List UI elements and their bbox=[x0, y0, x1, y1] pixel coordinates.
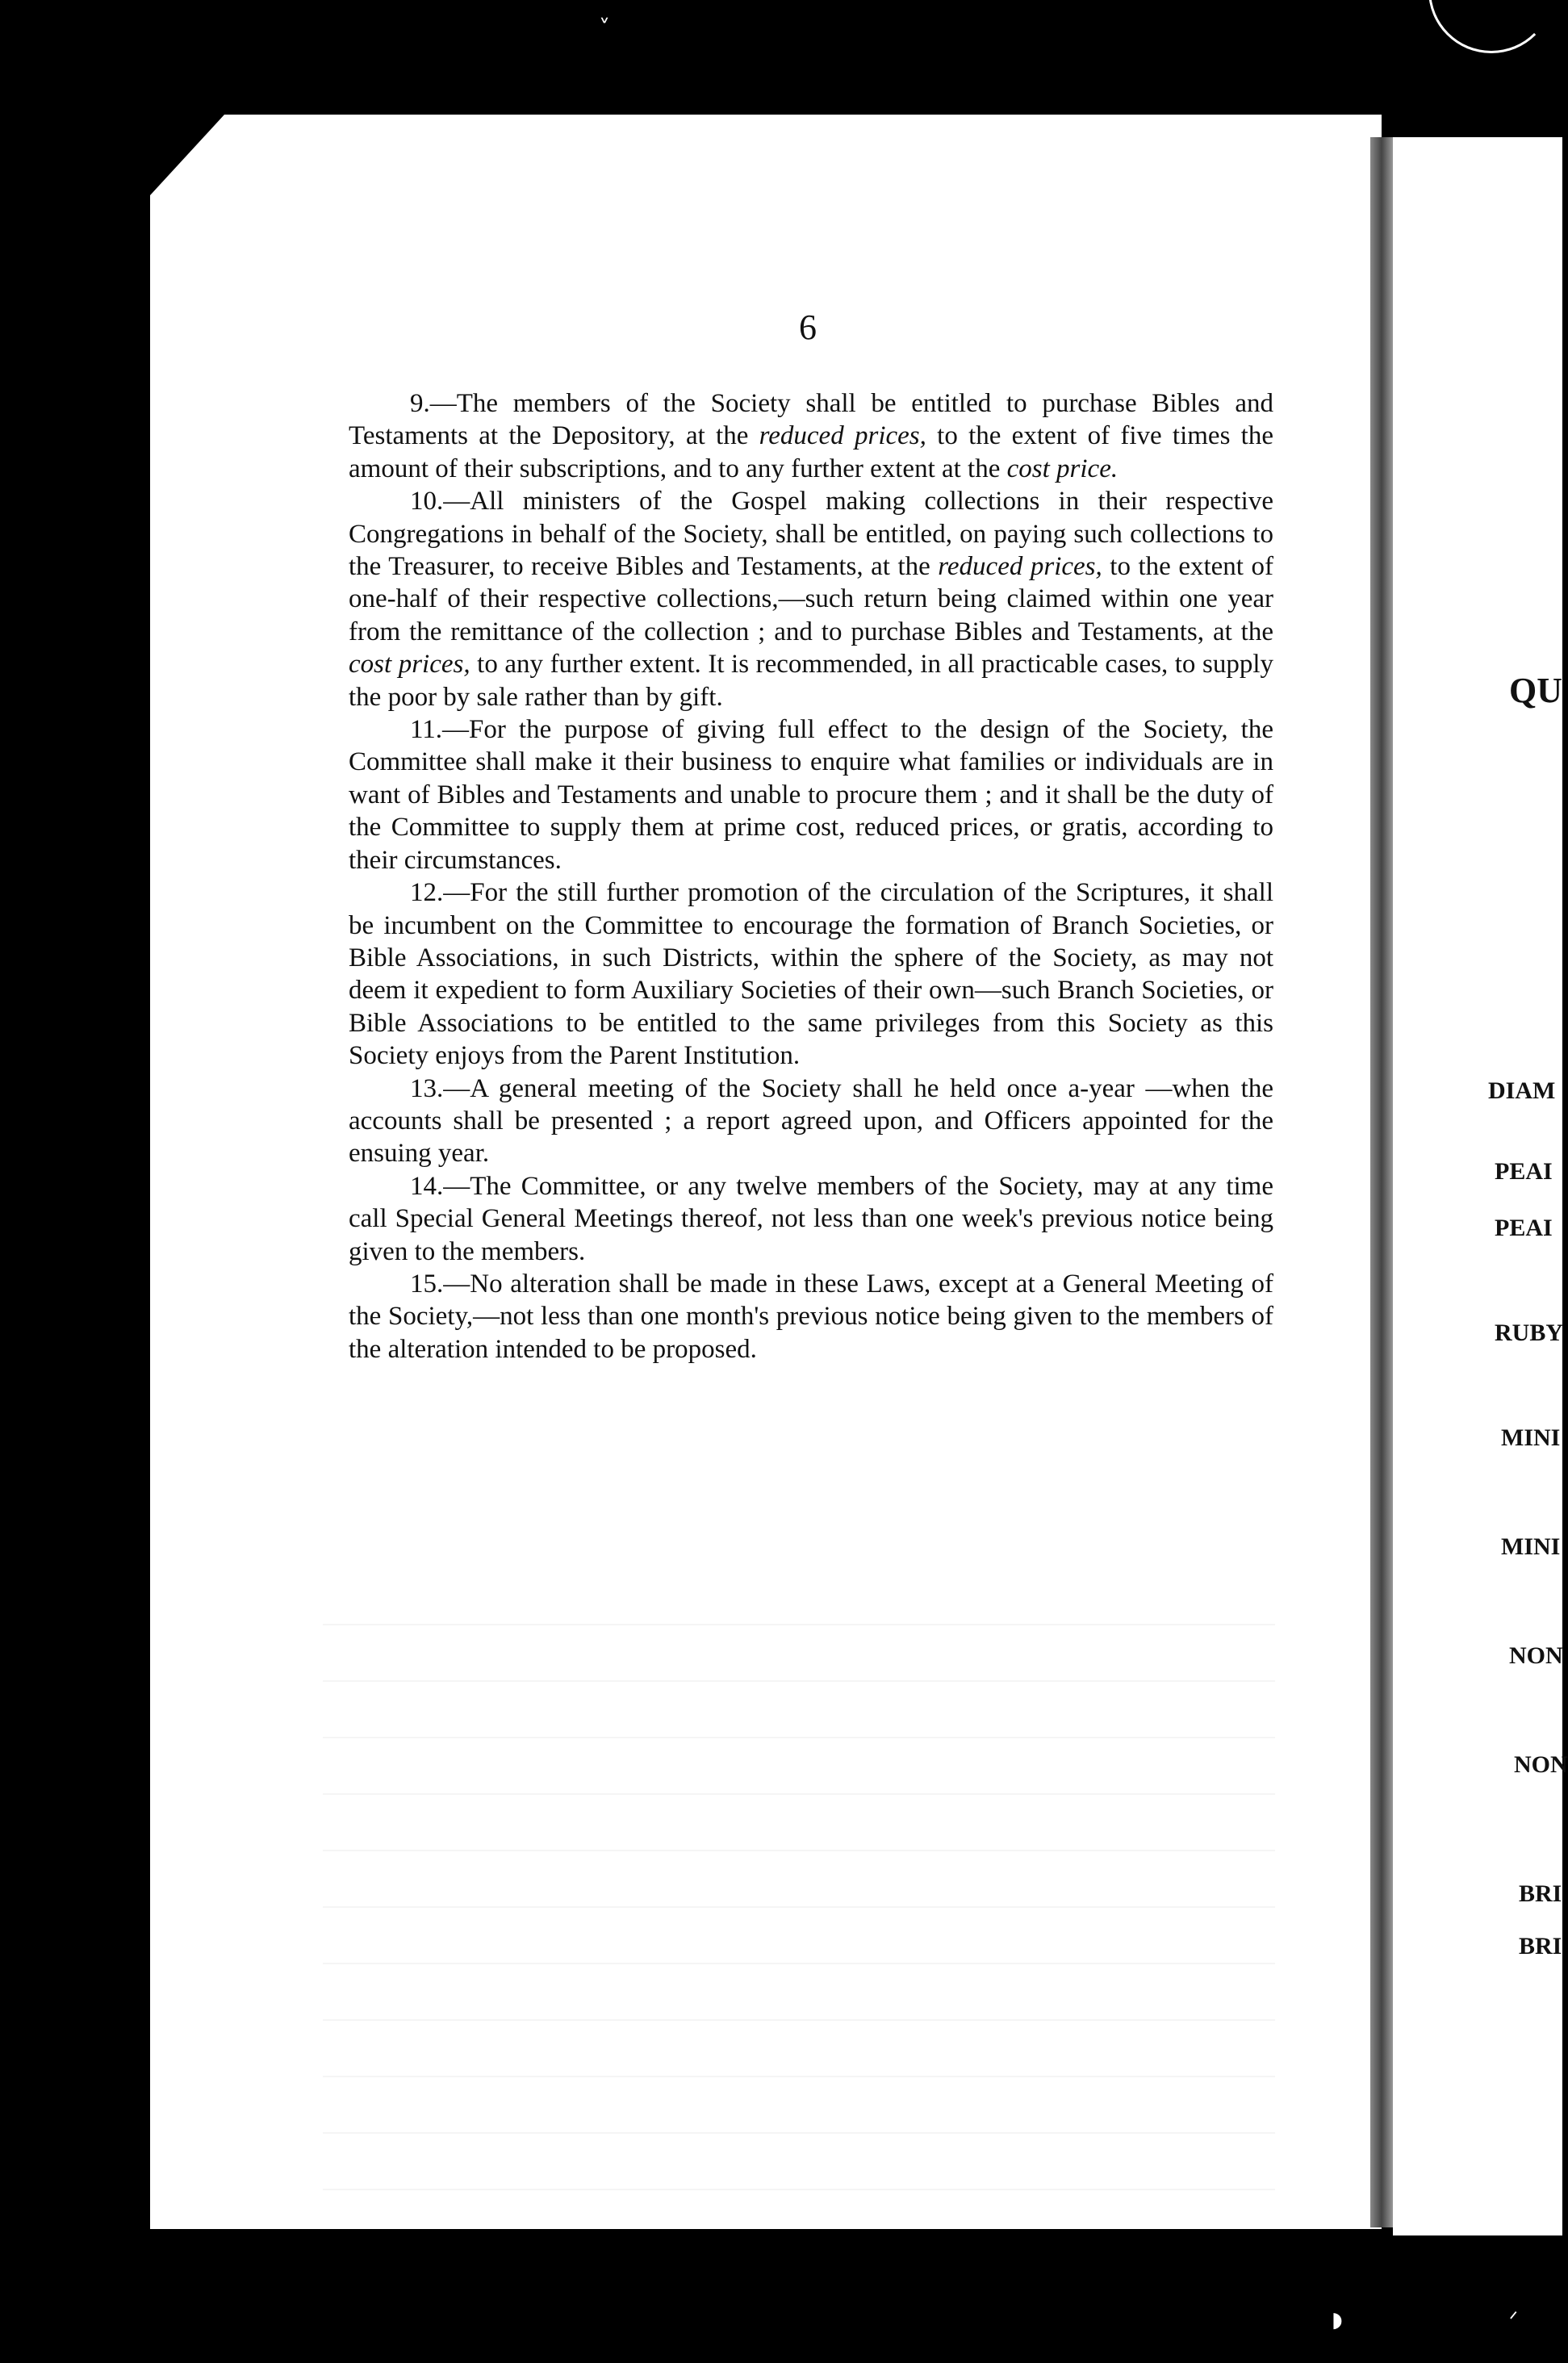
text-run: 9.—The members of the Society shall be entitled to purchase Bibles and Testaments at the Depository, at the bbox=[349, 389, 1273, 451]
opposite-page-fragment: PEAI bbox=[1495, 1158, 1553, 1185]
opposite-page-fragment: PEAI bbox=[1495, 1215, 1553, 1241]
italic-run: cost prices, bbox=[349, 650, 470, 680]
scan-speck: ˅ bbox=[599, 15, 610, 41]
opposite-page-fragment: BRI bbox=[1519, 1933, 1562, 1959]
page-number: 6 bbox=[799, 307, 817, 347]
book-gutter bbox=[1370, 137, 1393, 2227]
opposite-page-fragment: MINI bbox=[1501, 1533, 1561, 1560]
italic-run: reduced prices, bbox=[759, 421, 926, 451]
text-run: 13.—A general meeting of the Society shall he held once a-year —when the accounts shall be presented ; a report agreed upon, and Officers appointed for the ensuing year. bbox=[349, 1073, 1273, 1169]
opposite-page-fragment: DIAM bbox=[1488, 1077, 1556, 1104]
text-run: to the extent of five times the amount of their subscriptions, and to any further extent at the bbox=[349, 421, 1274, 483]
text-run: 11.—For the purpose of giving full effect to the design of the Society, the Committee shall make it their business to enquire what families or individuals are in want of Bibles and Testaments and unable to procure them ; and it shall be the duty of the Committee to supply them at prime cost, reduced prices, or gratis, according to their circumstances. bbox=[349, 715, 1273, 875]
opposite-page-fragment: QU bbox=[1509, 671, 1562, 710]
rule-paragraph bbox=[349, 876, 1273, 1072]
scan-speck: ◗ bbox=[1332, 2308, 1343, 2332]
scan-artifact-arc bbox=[1428, 0, 1554, 53]
opposite-page-fragment: BRI bbox=[1519, 1880, 1562, 1907]
opposite-page bbox=[1393, 137, 1568, 2235]
text-run: 12.—For the still further promotion of the circulation of the Scriptures, it shall be incumbent on the Committee to encourage the formation of Branch Societies, or Bible Associations, in such Districts, within the sphere of the Society, as may not deem it expedient to form Auxiliary Societies of their own—such Branch Societies, or Bible Associations to be entitled to the same privileges from this Society as this Society enjoys from the Parent Institution. bbox=[349, 878, 1273, 1071]
scan-speck: ᐟ bbox=[1509, 2308, 1519, 2332]
text-run: 14.—The Committee, or any twelve members of the Society, may at any time call Special General Meetings thereof, not less than one week's previous notice being given to the members. bbox=[349, 1171, 1273, 1266]
opposite-page-fragment: RUBY bbox=[1495, 1320, 1564, 1346]
rule-paragraph bbox=[349, 1170, 1273, 1268]
text-run: 15.—No alteration shall be made in these Laws, except at a General Meeting of the Society,—not less than one month's previous notice being given to the members of the alteration intended to be proposed. bbox=[349, 1269, 1273, 1364]
italic-run: reduced prices, bbox=[938, 552, 1102, 582]
italic-run: cost price. bbox=[1006, 454, 1119, 483]
rule-paragraph bbox=[349, 1268, 1273, 1366]
rule-paragraph bbox=[349, 1073, 1273, 1170]
text-run: to the extent of one-half of their respective collections,—such return being claimed within one year from the remittance of the collection ; and to purchase Bibles and Testaments, at the bbox=[349, 552, 1273, 646]
opposite-page-fragment: NON bbox=[1509, 1642, 1563, 1669]
rules-text-block bbox=[349, 387, 1273, 1366]
rule-paragraph bbox=[349, 387, 1273, 485]
text-run: 10.—All ministers of the Gospel making collections in their respective Congregations in behalf of the Society, shall be entitled, on paying such collections to the Treasurer, to receive Bibles and Testaments, at the bbox=[349, 487, 1273, 582]
rule-paragraph bbox=[349, 485, 1273, 713]
opposite-page-fragment: MINI bbox=[1501, 1424, 1561, 1451]
opposite-page-fragment: NON bbox=[1514, 1751, 1568, 1778]
text-run: to any further extent. It is recommended, in all practicable cases, to supply the poor by sale rather than by gift. bbox=[349, 650, 1273, 712]
rule-paragraph bbox=[349, 713, 1273, 876]
